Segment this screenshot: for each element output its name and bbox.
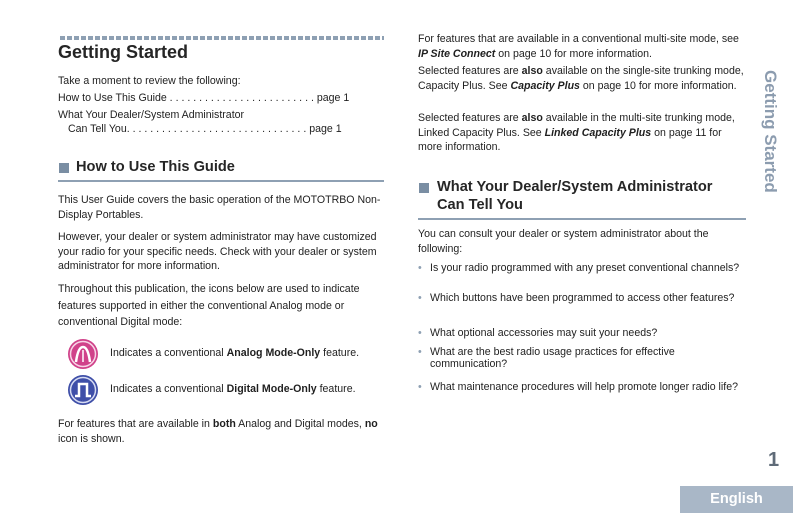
toc-entry-how-to-use[interactable]: How to Use This Guide . . . . . . . . . . . . . . . . . . . . . . . . . page 1 bbox=[58, 92, 350, 104]
language-tab: English bbox=[680, 486, 793, 513]
section-marker-icon bbox=[59, 163, 69, 173]
paragraph-intro: This User Guide covers the basic operation of the MOTOTRBO Non-Display Portables. bbox=[58, 194, 381, 221]
analog-caption: Indicates a conventional Analog Mode-Only feature. bbox=[110, 347, 360, 359]
list-item: • What maintenance procedures will help promote longer radio life? bbox=[418, 381, 738, 393]
paragraph-icons: Throughout this publication, the icons below are used to indicate features supported in either the conventional Analog mode or conventional Digital mode: bbox=[58, 283, 360, 328]
toc-entry-dealer-line2[interactable]: Can Tell You. . . . . . . . . . . . . . . . . . . . . . . . . . . . . . . page 1 bbox=[68, 123, 342, 135]
page-title: Getting Started bbox=[58, 42, 189, 62]
section-title-how-to-use: How to Use This Guide bbox=[76, 159, 235, 175]
page-number: 1 bbox=[768, 449, 780, 471]
bullet-icon: • bbox=[418, 346, 422, 358]
section-marker-icon bbox=[419, 183, 429, 193]
section-rule bbox=[418, 218, 746, 220]
list-item: • Which buttons have been programmed to access other features? bbox=[418, 292, 735, 304]
paragraph-linked-capacity-plus: Selected features are also available in the multi-site trunking mode, Linked Capacity Plus. See Linked Capacity Plus on page 11 for more information. bbox=[418, 112, 735, 154]
paragraph-customized: However, your dealer or system administrator may have customized your radio for your specific needs. Check with your dealer or system administrator for more information. bbox=[58, 231, 377, 273]
section-rule bbox=[58, 180, 384, 182]
section-title-dealer-line2: Can Tell You bbox=[437, 197, 523, 213]
digital-mode-icon bbox=[67, 374, 99, 406]
bullet-icon: • bbox=[418, 381, 422, 393]
side-chapter-tab: Getting Started bbox=[761, 70, 780, 193]
paragraph-consult: You can consult your dealer or system administrator about the following: bbox=[418, 228, 709, 255]
link-capacity-plus[interactable]: Capacity Plus bbox=[510, 79, 580, 92]
list-item: • What optional accessories may suit your needs? bbox=[418, 327, 658, 339]
bullet-icon: • bbox=[418, 292, 422, 304]
paragraph-both-modes: For features that are available in both Analog and Digital modes, no icon is shown. bbox=[58, 418, 378, 445]
digital-caption: Indicates a conventional Digital Mode-Only feature. bbox=[110, 383, 356, 395]
toc-entry-dealer-line1[interactable]: What Your Dealer/System Administrator bbox=[58, 109, 245, 121]
bullet-icon: • bbox=[418, 262, 422, 274]
link-ip-site-connect[interactable]: IP Site Connect bbox=[418, 47, 496, 60]
bullet-icon: • bbox=[418, 327, 422, 339]
analog-mode-icon bbox=[67, 338, 99, 370]
list-item: • What are the best radio usage practices for effective communication? bbox=[418, 346, 675, 370]
link-linked-capacity-plus[interactable]: Linked Capacity Plus bbox=[544, 126, 652, 139]
intro-text: Take a moment to review the following: bbox=[58, 75, 241, 87]
list-item: • Is your radio programmed with any preset conventional channels? bbox=[418, 262, 740, 274]
paragraph-capacity-plus: Selected features are also available on the single-site trunking mode, Capacity Plus. See Capacity Plus on page 10 for more information. bbox=[418, 65, 744, 92]
paragraph-ip-site-connect: For features that are available in a conventional multi-site mode, see IP Site Connect on page 10 for more information. bbox=[418, 33, 739, 60]
section-title-dealer-line1: What Your Dealer/System Administrator bbox=[437, 179, 713, 195]
header-dash-rule bbox=[60, 36, 384, 40]
